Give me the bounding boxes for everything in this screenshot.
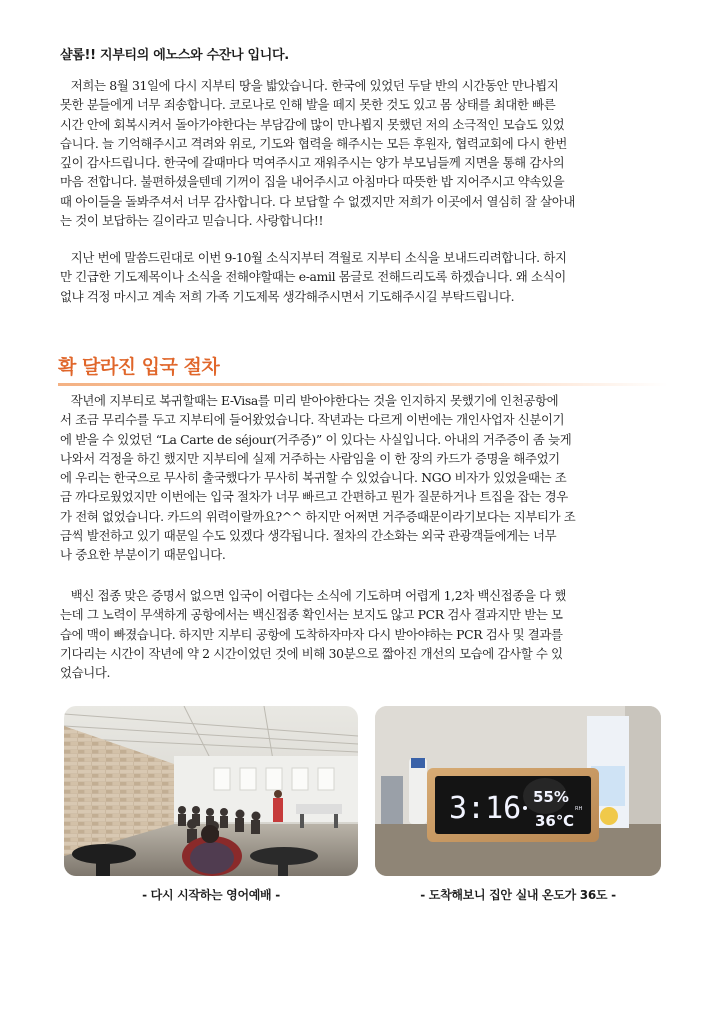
paragraph-line: 나와서 걱정을 하긴 했지만 지부티에 실제 거주하는 사람임을 이 한 장의 카드가 증명을 해주었기 xyxy=(60,450,560,466)
section-title: 확 달라진 입국 절차 xyxy=(58,356,220,378)
right-photo-caption: - 도착해보니 집안 실내 온도가 36도 - xyxy=(420,888,616,902)
clock-temperature-readout: 36℃ xyxy=(535,812,575,830)
paragraph-line: 습에 맥이 빠졌습니다. 하지만 지부티 공항에 도착하자마자 다시 받아야하는 PCR 검사 및 결과를 xyxy=(60,626,563,642)
paragraph-line: 에 우리는 한국으로 무사히 출국했다가 무사히 복귀할 수 있었습니다. NGO 비자가 있었을때는 조 xyxy=(60,470,567,486)
paragraph-line: 금 까다로웠었지만 이번에는 입국 절차가 너무 빠르고 간편하고 뭔가 질문하거나 트집을 잡는 경우 xyxy=(60,489,568,505)
paragraph-line: 는데 그 노력이 무색하게 공항에서는 백신접종 확인서는 보지도 않고 PCR 검사 결과지만 받는 모 xyxy=(60,607,563,623)
paragraph-line: 시간 안에 회복시켜서 돌아가야한다는 부담감에 많이 만나뵙지 못했던 저의 소극적인 모습도 있었 xyxy=(60,116,565,132)
paragraph-line: 는 것이 보답하는 길이라고 믿습니다. 사랑합니다!! xyxy=(60,213,324,229)
paragraph-line: 백신 접종 맞은 증명서 없으면 입국이 어렵다는 소식에 기도하며 어렵게 1,2차 백신접종을 다 했 xyxy=(60,588,566,603)
paragraph-line: 기다리는 시간이 작년에 약 2 시간이었던 것에 비해 30분으로 짧아진 개선의 모습에 감사할 수 있 xyxy=(60,645,563,661)
clock-time-readout: 3:16 xyxy=(449,791,522,826)
paragraph-line: 에 받을 수 있었던 “La Carte de séjour(거주증)” 이 있다는 사실입니다. 아내의 거주증이 좀 늦게 xyxy=(60,431,572,447)
paragraph-return-thanks xyxy=(60,76,666,230)
clock-humidity-readout: 55% xyxy=(533,788,569,806)
paragraph-line: 습니다. 늘 기억해주시고 격려와 위로, 기도와 협력을 해주시는 모든 후원자, 협력교회에 다시 한번 xyxy=(60,135,567,151)
paragraph-line: 마음 전합니다. 불편하셨을텐데 기꺼이 집을 내어주시고 아침마다 따뜻한 밥 지어주시고 약속있을 xyxy=(60,174,565,190)
paragraph-line: 못한 분들에게 너무 죄송합니다. 코로나로 인해 발을 떼지 못한 것도 있고 몸 상태를 최대한 빠른 xyxy=(60,97,556,113)
paragraph-line: 었습니다. xyxy=(60,665,111,681)
paragraph-line: 깊이 감사드립니다. 한국에 갈때마다 먹여주시고 재워주시는 양가 부모님들께 지면을 통해 감사의 xyxy=(60,155,565,171)
section-divider xyxy=(58,383,668,386)
english-service-photo xyxy=(64,706,358,876)
paragraph-vaccine-pcr xyxy=(60,586,666,682)
paragraph-line: 만 긴급한 기도제목이나 소식을 전해야할때는 e-amil 몸글로 전해드리도록 하겠습니다. 왜 소식이 xyxy=(60,269,566,285)
left-photo-caption: - 다시 시작하는 영어예배 - xyxy=(142,888,280,902)
paragraph-newsletter-schedule xyxy=(60,248,666,306)
paragraph-line: 없냐 걱정 마시고 계속 저희 가족 기도제목 생각해주시면서 기도해주시길 부탁드립니다. xyxy=(60,288,515,304)
paragraph-line: 지난 번에 말씀드린대로 이번 9-10월 소식지부터 격월로 지부티 소식을 보내드리려합니다. 하지 xyxy=(60,250,567,265)
greeting-heading: 샬롬!! 지부티의 에노스와 수잔나 입니다. xyxy=(60,48,289,63)
paragraph-line: 가 전혀 없었습니다. 카드의 위력이랄까요?^^ 하지만 어쩌면 거주증때문이라기보다는 지부티가 조 xyxy=(60,508,576,524)
paragraph-line: 서 조금 무리수를 두고 지부티에 들어왔었습니다. 작년과는 다르게 이번에는 개인사업자 신분이기 xyxy=(60,412,565,428)
paragraph-entry-procedure xyxy=(60,391,666,565)
paragraph-line: 저희는 8월 31일에 다시 지부티 땅을 밟았습니다. 한국에 있었던 두달 반의 시간동안 만나뵙지 xyxy=(60,78,559,93)
paragraph-line: 작년에 지부티로 복귀할때는 E-Visa를 미리 받아야한다는 것을 인지하지 못했기에 인천공항에 xyxy=(60,393,559,408)
paragraph-line: 때 아이들을 돌봐주셔서 너무 감사합니다. 다 보답할 수 없겠지만 저희가 이곳에서 열심히 잘 살아내 xyxy=(60,193,576,209)
paragraph-line: 금씩 발전하고 있기 때문일 수도 있겠다 생각됩니다. 절차의 간소화는 외국 관광객들에게는 너무 xyxy=(60,528,557,544)
paragraph-line: 나 중요한 부분이기 때문입니다. xyxy=(60,547,226,563)
clock-humidity-unit: RH xyxy=(575,806,583,812)
room-temperature-clock-photo xyxy=(375,706,661,876)
